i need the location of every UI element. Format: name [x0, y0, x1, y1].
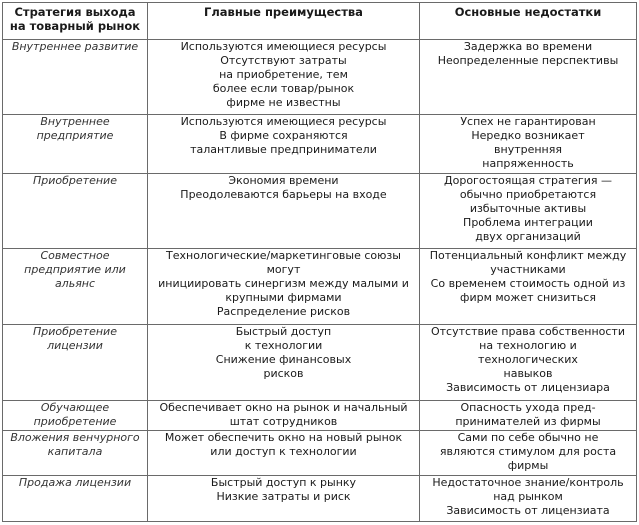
advantage-line: инициировать синергизм между малыми и	[158, 277, 409, 290]
strategy-line: предприятие	[36, 129, 114, 142]
disadvantage-line: технологических	[478, 353, 578, 366]
strategy-cell	[3, 40, 148, 115]
disadvantages-cell	[420, 401, 637, 431]
disadvantage-line: принимателей из фирмы	[455, 415, 601, 428]
strategy-cell	[3, 401, 148, 431]
advantage-line: фирме не известны	[226, 96, 341, 109]
advantage-line: Быстрый доступ	[235, 325, 332, 338]
disadvantages-cell	[420, 40, 637, 115]
advantage-line: крупными фирмами	[225, 291, 342, 304]
header-advantages-label: Главные преимущества	[204, 5, 363, 19]
advantage-line: или доступ к технологии	[210, 445, 357, 458]
strategy-line: Вложения венчурного	[10, 431, 140, 444]
header-disadvantages	[420, 3, 637, 40]
disadvantage-line: Недостаточное знание/контроль	[432, 476, 624, 489]
disadvantage-line: обычно приобретаются	[459, 188, 597, 201]
advantage-line: Быстрый доступ к рынку	[210, 476, 357, 489]
disadvantages-cell	[420, 115, 637, 174]
strategy-comparison-table	[2, 2, 637, 522]
strategy-line: Продажа лицензии	[18, 476, 132, 489]
header-row	[3, 3, 637, 40]
advantage-line: В фирме сохраняются	[219, 129, 348, 142]
strategy-line: Приобретение	[33, 174, 117, 187]
table-row	[3, 249, 637, 325]
strategy-cell	[3, 249, 148, 325]
disadvantage-line: внутренняя	[494, 143, 562, 156]
strategy-line: Внутреннее развитие	[11, 40, 139, 53]
disadvantage-line: Задержка во времени	[463, 40, 593, 53]
disadvantage-line: двух организаций	[475, 230, 581, 243]
advantage-line: Используются имеющиеся ресурсы	[180, 115, 387, 128]
header-strategy-line: Стратегия выхода	[14, 5, 136, 19]
disadvantage-line: участниками	[490, 263, 566, 276]
disadvantage-line: Сами по себе обычно не	[457, 431, 599, 444]
advantage-line: могут	[266, 263, 301, 276]
advantages-cell	[148, 431, 420, 476]
advantage-line: талантливые предприниматели	[190, 143, 377, 156]
table-row	[3, 476, 637, 522]
header-strategy-line: на товарный рынок	[9, 19, 141, 33]
disadvantage-line: Дорогостоящая стратегия —	[444, 174, 612, 187]
header-disadvantages-label: Основные недостатки	[454, 5, 602, 19]
strategy-cell	[3, 325, 148, 401]
disadvantage-line: фирмы	[507, 459, 549, 472]
strategy-cell	[3, 174, 148, 249]
disadvantage-line: над рынком	[493, 490, 563, 503]
disadvantage-line: Потенциальный конфликт между	[429, 249, 627, 262]
advantage-line: Распределение рисков	[216, 305, 351, 318]
strategy-line: Внутреннее	[40, 115, 110, 128]
table-row	[3, 40, 637, 115]
advantage-line: Низкие затраты и риск	[216, 490, 351, 503]
advantage-line: Используются имеющиеся ресурсы	[180, 40, 387, 53]
advantage-line: Обеспечивает окно на рынок и начальный	[159, 401, 408, 414]
disadvantage-line: избыточные активы	[469, 202, 587, 215]
disadvantage-line: Проблема интеграции	[463, 216, 593, 229]
disadvantages-cell	[420, 174, 637, 249]
advantage-line: Экономия времени	[228, 174, 339, 187]
advantage-line: рисков	[263, 367, 304, 380]
disadvantage-line: на технологию и	[479, 339, 577, 352]
header-advantages	[148, 3, 420, 40]
strategy-line: альянс	[54, 277, 96, 290]
advantages-cell	[148, 115, 420, 174]
disadvantages-cell	[420, 325, 637, 401]
advantages-cell	[148, 174, 420, 249]
disadvantage-line: Со временем стоимость одной из	[430, 277, 626, 290]
disadvantage-line: являются стимулом для роста	[439, 445, 617, 458]
disadvantage-line: Нередко возникает	[471, 129, 585, 142]
strategy-cell	[3, 115, 148, 174]
strategy-line: Обучающее	[40, 401, 110, 414]
advantage-line: Отсутствуют затраты	[220, 54, 347, 67]
disadvantages-cell	[420, 431, 637, 476]
strategy-line: приобретение	[33, 415, 117, 428]
advantage-line: к технологии	[244, 339, 323, 352]
table-row	[3, 325, 637, 401]
strategy-line: предприятие или	[24, 263, 126, 276]
disadvantage-line: Зависимость от лицензиата	[446, 504, 610, 517]
advantage-line: Может обеспечить окно на новый рынок	[164, 431, 403, 444]
disadvantage-line: Зависимость от лицензиара	[446, 381, 610, 394]
advantages-cell	[148, 40, 420, 115]
strategy-line: лицензии	[47, 339, 103, 352]
advantage-line: более если товар/рынок	[212, 82, 355, 95]
advantages-cell	[148, 325, 420, 401]
disadvantage-line: фирм может снизиться	[460, 291, 596, 304]
table-row	[3, 401, 637, 431]
strategy-cell	[3, 476, 148, 522]
advantage-line: Преодолеваются барьеры на входе	[180, 188, 387, 201]
disadvantage-line: напряженность	[482, 157, 574, 170]
table-row	[3, 115, 637, 174]
disadvantages-cell	[420, 476, 637, 522]
header-strategy	[3, 3, 148, 40]
advantage-line: Снижение финансовых	[215, 353, 352, 366]
strategy-line: Совместное	[40, 249, 110, 262]
disadvantage-line: Отсутствие права собственности	[430, 325, 625, 338]
disadvantage-line: Опасность ухода пред-	[460, 401, 596, 414]
table-row	[3, 431, 637, 476]
advantages-cell	[148, 476, 420, 522]
strategy-line: Приобретение	[33, 325, 117, 338]
advantages-cell	[148, 401, 420, 431]
strategy-line: капитала	[47, 445, 103, 458]
advantages-cell	[148, 249, 420, 325]
advantage-line: на приобретение, тем	[219, 68, 348, 81]
strategy-cell	[3, 431, 148, 476]
advantage-line: Технологические/маркетинговые союзы	[166, 249, 401, 262]
disadvantage-line: Успех не гарантирован	[460, 115, 596, 128]
disadvantage-line: Неопределенные перспективы	[437, 54, 619, 67]
disadvantage-line: навыков	[503, 367, 553, 380]
table-row	[3, 174, 637, 249]
advantage-line: штат сотрудников	[229, 415, 338, 428]
disadvantages-cell	[420, 249, 637, 325]
